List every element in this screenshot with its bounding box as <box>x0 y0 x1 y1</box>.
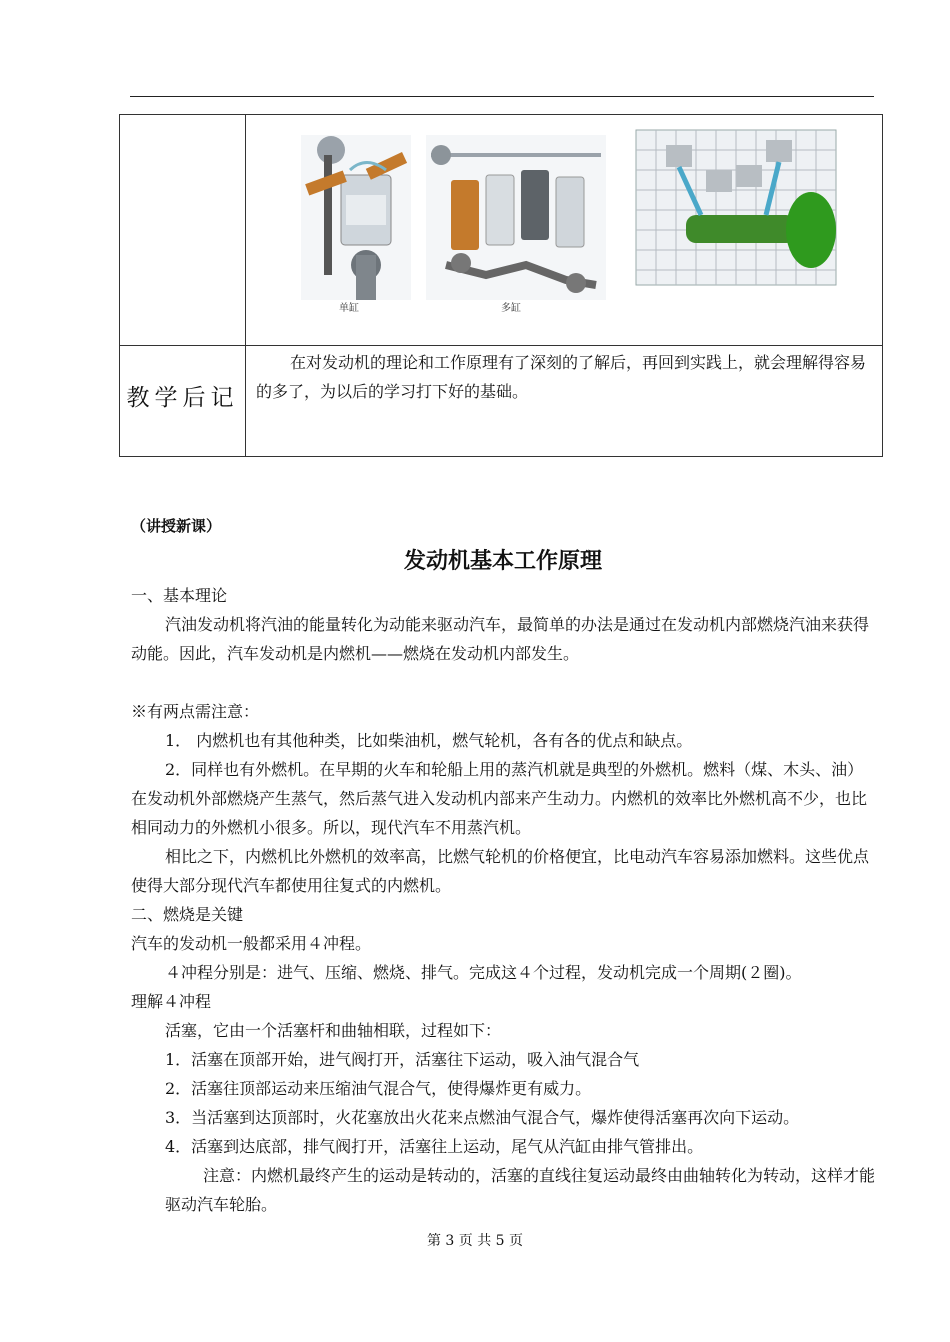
engine-illustration <box>246 115 880 341</box>
step-4: 4．活塞到达底部，排气阀打开，活塞往上运动，尾气从汽缸由排气管排出。 <box>165 1137 704 1156</box>
note-item-2: 2．同样也有外燃机。在早期的火车和轮船上用的蒸汽机就是典型的外燃机。燃料（煤、木头、油）在发动机外部燃烧产生蒸气，然后蒸气进入发动机内部来产生动力。内燃机的效率比外燃机高不少，也比相同动力的外燃机小很多。所以，现代汽车不用蒸汽机。 <box>131 760 868 837</box>
step-1: 1．活塞在顶部开始，进气阀打开，活塞往下运动，吸入油气混合气 <box>165 1050 640 1069</box>
section-1-paragraph: 汽油发动机将汽油的能量转化为动能来驱动汽车，最简单的办法是通过在发动机内部燃烧汽油来获得动能。因此，汽车发动机是内燃机——燃烧在发动机内部发生。 <box>131 615 870 663</box>
blank-line <box>131 668 875 697</box>
section-2-heading: 二、燃烧是关键 <box>131 905 244 924</box>
engine-illustration-cell <box>246 115 883 346</box>
caption-multi: 多缸 <box>501 303 521 314</box>
post-teaching-label-cell <box>120 346 246 457</box>
page-footer: 第 3 页 共 5 页 <box>426 1233 524 1249</box>
note-item-1: 1． 内燃机也有其他种类，比如柴油机，燃气轮机，各有各的优点和缺点。 <box>165 731 693 750</box>
lesson-body <box>131 512 875 1219</box>
compare-paragraph: 相比之下，内燃机比外燃机的效率高，比燃气轮机的价格便宜，比电动汽车容易添加燃料。这些优点使得大部分现代汽车都使用往复式的内燃机。 <box>131 847 870 895</box>
post-teaching-text: 在对发动机的理论和工作原理有了深刻的了解后，再回到实践上，就会理解得容易的多了，为以后的学习打下好的基础。 <box>256 353 867 401</box>
note-heading: ※有两点需注意： <box>131 702 260 721</box>
piston-intro: 活塞，它由一个活塞杆和曲轴相联，过程如下： <box>165 1021 502 1040</box>
step-3: 3．当活塞到达顶部时，火花塞放出火花来点燃油气混合气，爆炸使得活塞再次向下运动。 <box>165 1108 800 1127</box>
wireframe-engine-block-image <box>636 130 836 285</box>
multi-cylinder-engine-image <box>426 135 606 300</box>
section-2-line-2: ４冲程分别是：进气、压缩、燃烧、排气。完成这４个过程，发动机完成一个周期(２圈)。 <box>165 963 802 982</box>
section-1-heading: 一、基本理论 <box>131 586 228 605</box>
lesson-title: 发动机基本工作原理 <box>403 548 602 574</box>
caption-single: 单缸 <box>339 303 359 314</box>
empty-label-cell <box>120 115 246 346</box>
section-2-line-3: 理解４冲程 <box>131 992 212 1011</box>
step-2: 2．活塞往顶部运动来压缩油气混合气，使得爆炸更有威力。 <box>165 1079 592 1098</box>
lesson-table <box>119 114 883 457</box>
post-teaching-label: 教学后记 <box>126 385 239 411</box>
attention-note: 注意：内燃机最终产生的运动是转动的，活塞的直线往复运动最终由曲轴转化为转动，这样才能驱动汽车轮胎。 <box>165 1166 876 1214</box>
post-teaching-content-cell <box>246 346 883 457</box>
single-cylinder-engine-image <box>301 135 411 300</box>
section-2-line-1: 汽车的发动机一般都采用４冲程。 <box>131 934 372 953</box>
header-rule <box>130 96 874 97</box>
lesson-tag: （讲授新课） <box>131 517 222 535</box>
